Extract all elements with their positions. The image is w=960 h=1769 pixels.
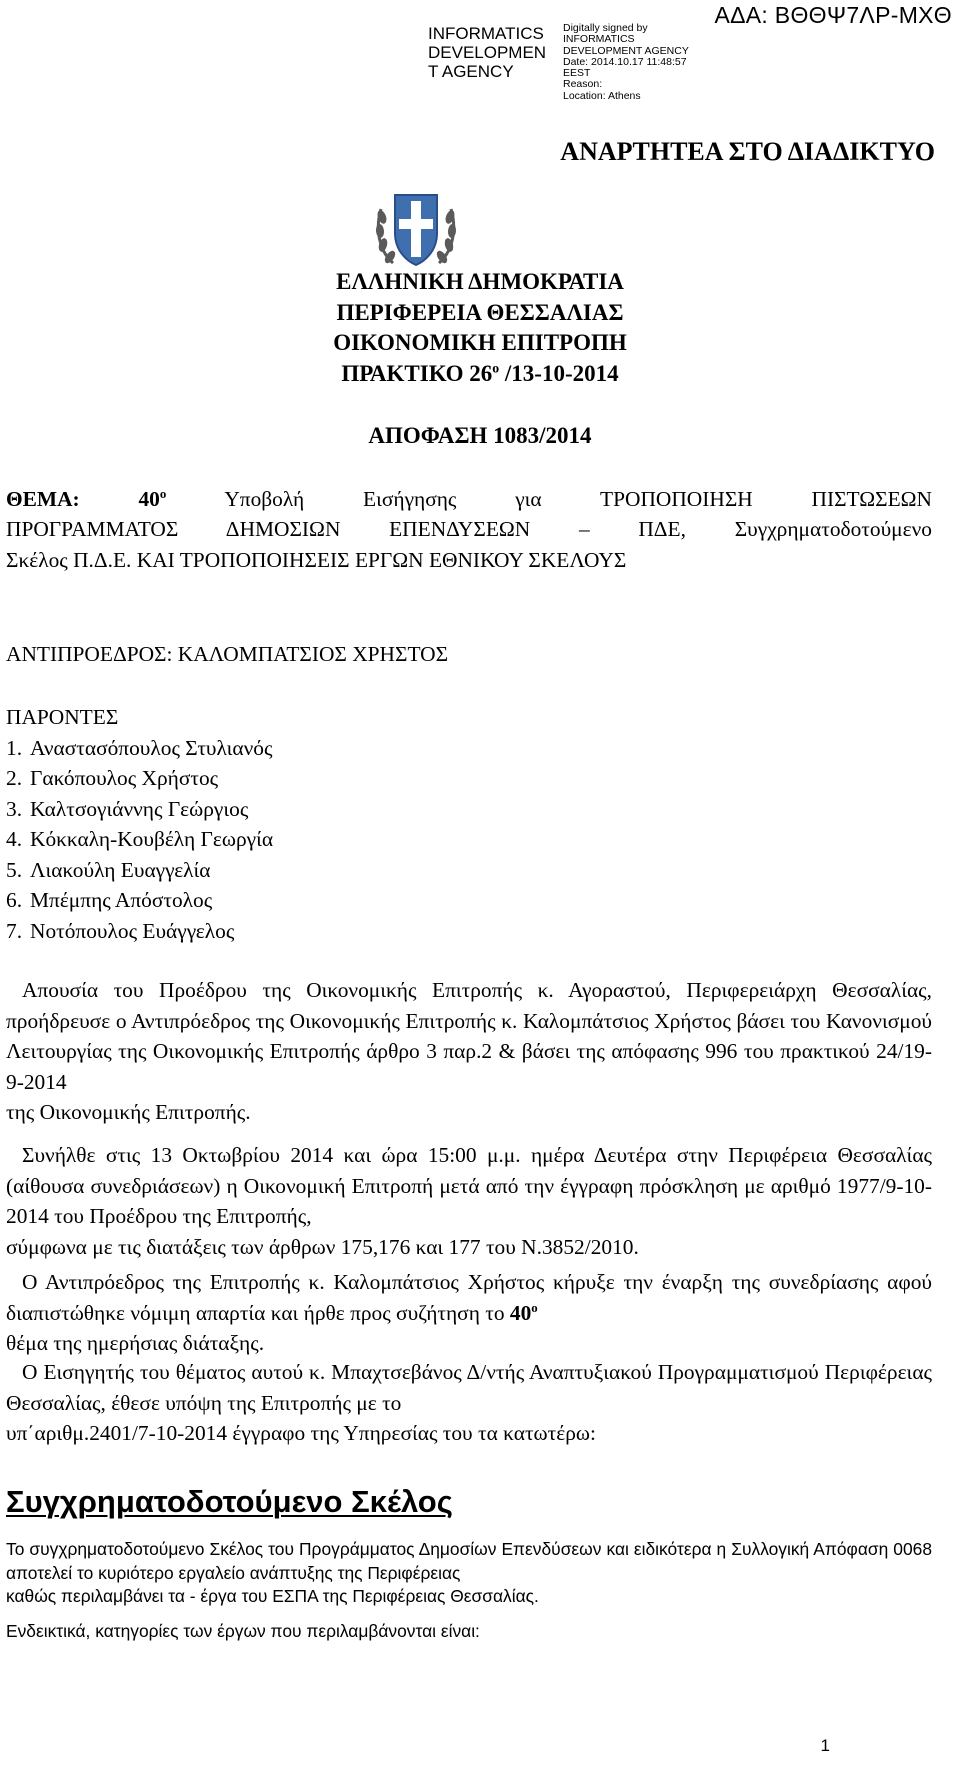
list-item-name: Μπέμπης Απόστολος <box>30 888 213 912</box>
present-title: ΠΑΡΟΝΤΕΣ <box>6 705 119 729</box>
signer-org-line: T AGENCY <box>428 62 514 81</box>
paragraph-last-line: της Οικονομικής Επιτροπής. <box>6 1100 251 1124</box>
ada-code: ΑΔΑ: ΒΘΘΨ7ΛΡ-ΜΧΘ <box>714 2 952 28</box>
paragraph-text: Το συγχρηματοδοτούμενο Σκέλος του Προγράμματος Δημοσίων Επενδύσεων και ειδικότερα η Συλλογική Απόφαση 0068 αποτελεί το κυριότερο εργαλείο ανάπτυξης της Περιφέρειας <box>6 1539 932 1583</box>
subject-line <box>6 484 932 514</box>
agenda-item-number: 40 <box>509 1300 532 1325</box>
paragraph-text: Απουσία του Προέδρου της Οικονομικής Επιτροπής κ. Αγοραστού, Περιφερειάρχη Θεσσαλίας, προήδρευσε ο Αντιπρόεδρος της Οικονομικής Επιτροπής κ. Καλομπάτσιος Χρήστος βάσει του Κανονισμού Λειτουργίας της Οικονομικής Επιτροπής άρθρο 3 παρ.2 & βάσει της απόφασης 996 του πρακτικού 24/19-9-2014 <box>6 978 932 1094</box>
list-item-number: 7. <box>6 919 23 943</box>
list-item-number: 2. <box>6 766 23 790</box>
list-item <box>6 855 606 885</box>
body-paragraph <box>6 1267 932 1359</box>
subject-text: Υποβολή Εισήγησης για ΤΡΟΠΟΠΟΙΗΣΗ ΠΙΣΤΩΣΕΩΝ <box>224 487 932 511</box>
body-paragraph <box>6 975 932 1128</box>
list-item-name: Καλτσογιάννης Γεώργιος <box>30 797 249 821</box>
signer-organization <box>428 24 563 81</box>
subject-line: Σκέλος Π.Δ.Ε. ΚΑΙ ΤΡΟΠΟΠΟΙΗΣΕΙΣ ΕΡΓΩΝ ΕΘΝΙΚΟΥ ΣΚΕΛΟΥΣ <box>6 548 627 572</box>
agenda-item-superscript: ο <box>531 1300 538 1315</box>
list-item-name: Αναστασόπουλος Στυλιανός <box>30 736 273 760</box>
minutes-prefix: ΠΡΑΚΤΙΚΟ 26 <box>341 361 493 386</box>
paragraph-text: Συνήλθε στις 13 Οκτωβρίου 2014 και ώρα 15:00 μ.μ. ημέρα Δευτέρα στην Περιφέρεια Θεσσαλίας (αίθουσα συνεδριάσεων) η Οικονομική Επιτροπή μετά από την έγγραφη πρόσκληση με αριθμό 1977/9-10-2014 του Προέδρου της Επιτροπής, <box>6 1143 932 1228</box>
minutes-superscript: ο <box>492 360 500 376</box>
heading-region: ΠΕΡΙΦΕΡΕΙΑ ΘΕΣΣΑΛΙΑΣ <box>336 300 624 325</box>
signature-line: Reason: <box>563 78 603 91</box>
publish-note: ΑΝΑΡΤΗΤΕΑ ΣΤΟ ΔΙΑΔΙΚΤΥΟ <box>560 137 935 166</box>
signature-line: EEST <box>563 67 591 80</box>
vice-president: ΑΝΤΙΠΡΟΕΔΡΟΣ: ΚΑΛΟΜΠΑΤΣΙΟΣ ΧΡΗΣΤΟΣ <box>6 642 449 666</box>
list-item-number: 6. <box>6 888 23 912</box>
list-item <box>6 794 606 824</box>
paragraph-last-line: καθώς περιλαμβάνει τα - έργα του ΕΣΠΑ της Περιφέρειας Θεσσαλίας. <box>6 1586 539 1606</box>
signature-line: Digitally signed by <box>563 22 648 34</box>
greek-coat-of-arms-icon <box>373 183 459 273</box>
list-item-name: Γακόπουλος Χρήστος <box>30 766 219 790</box>
list-item-name: Νοτόπουλος Ευάγγελος <box>30 919 235 943</box>
body-paragraph <box>6 1140 932 1262</box>
body-paragraph <box>6 1357 932 1449</box>
digital-signature-details <box>563 23 703 102</box>
heading-decision: ΑΠΟΦΑΣΗ 1083/2014 <box>368 423 592 448</box>
list-item <box>6 916 606 946</box>
signature-line: Date: 2014.10.17 11:48:57 <box>563 55 687 68</box>
list-item <box>6 733 606 763</box>
list-item <box>6 885 606 915</box>
heading-republic: ΕΛΛΗΝΙΚΗ ΔΗΜΟΚΡΑΤΙΑ <box>336 269 624 294</box>
list-item-number: 5. <box>6 858 23 882</box>
subject-label-superscript: ο <box>159 486 167 501</box>
list-item-number: 4. <box>6 827 23 851</box>
list-item-name: Λιακούλη Ευαγγελία <box>30 858 211 882</box>
section-paragraph: Ενδεικτικά, κατηγορίες των έργων που περιλαμβάνονται είναι: <box>6 1621 480 1641</box>
signature-line: Location: Athens <box>563 89 641 102</box>
list-item-number: 1. <box>6 736 23 760</box>
signer-org-line: DEVELOPMEN <box>428 43 547 62</box>
signature-line: INFORMATICS <box>563 33 635 46</box>
paragraph-text: Ο Εισηγητής του θέματος αυτού κ. Μπαχτσεβάνος Δ/ντής Αναπτυξιακού Προγραμματισμού Περιφέρειας Θεσσαλίας, έθεσε υπόψη της Επιτροπής με το <box>6 1360 932 1415</box>
signer-org-line: INFORMATICS <box>428 24 544 43</box>
paragraph-last-line: σύμφωνα με τις διατάξεις των άρθρων 175,176 και 177 του Ν.3852/2010. <box>6 1234 639 1259</box>
page-number: 1 <box>820 1736 830 1755</box>
section-paragraph <box>6 1538 932 1609</box>
list-item-name: Κόκκαλη-Κουβέλη Γεωργία <box>30 827 274 851</box>
heading-committee: ΟΙΚΟΝΟΜΙΚΗ ΕΠΙΤΡΟΠΗ <box>333 330 627 355</box>
subject-label: ΘΕΜΑ: 40 <box>6 487 160 511</box>
minutes-date: /13-10-2014 <box>499 361 619 386</box>
paragraph-last-line: θέμα της ημερήσιας διάταξης. <box>6 1331 265 1355</box>
list-item <box>6 824 606 854</box>
signature-line: DEVELOPMENT AGENCY <box>563 44 689 57</box>
paragraph-text: Ο Αντιπρόεδρος της Επιτροπής κ. Καλομπάτσιος Χρήστος κήρυξε την έναρξη της συνεδρίασης αφού διαπιστώθηκε νόμιμη απαρτία και ήρθε προς συζήτηση το <box>6 1270 932 1325</box>
subject-line: ΠΡΟΓΡΑΜΜΑΤΟΣ ΔΗΜΟΣΙΩΝ ΕΠΕΝΔΥΣΕΩΝ – ΠΔΕ, Συγχρηματοδοτούμενο <box>6 517 932 541</box>
heading-minutes <box>0 359 960 389</box>
paragraph-last-line: υπ΄αριθμ.2401/7-10-2014 έγγραφο της Υπηρεσίας του τα κατωτέρω: <box>6 1421 596 1445</box>
list-item <box>6 763 606 793</box>
list-item-number: 3. <box>6 797 23 821</box>
section-title: Συγχρηματοδοτούμενο Σκέλος <box>6 1484 453 1519</box>
